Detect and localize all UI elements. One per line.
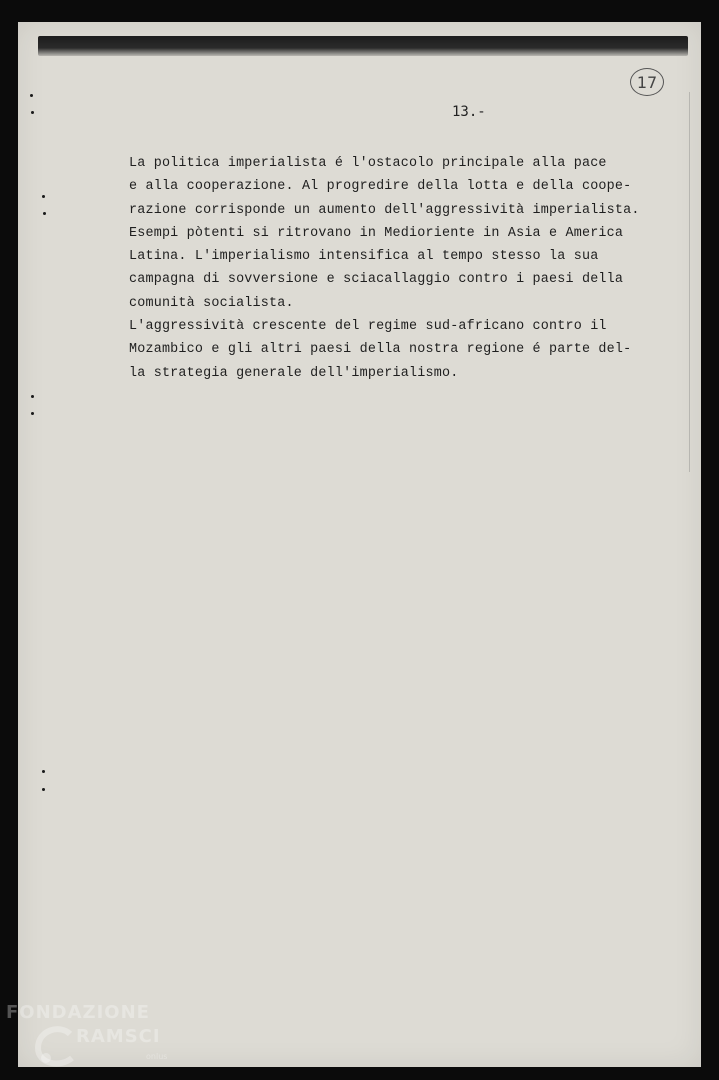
punch-mark [42,770,45,773]
text-line: la strategia generale dell'imperialismo. [129,365,459,381]
text-line: comunità socialista. [129,295,294,311]
archive-watermark [6,1002,186,1074]
circled-page-number-text: 17 [636,72,658,92]
page-top-shadow [38,36,688,56]
punch-mark [31,395,34,398]
punch-mark [42,788,45,791]
watermark-line1: FONDAZIONE [6,1002,150,1023]
circled-page-number [630,68,664,96]
punch-mark [43,212,46,215]
page-fold-line [689,92,690,472]
watermark-swirl-icon [30,1022,80,1072]
text-line: e alla cooperazione. Al progredire della lotta e della coope- [129,179,632,195]
punch-mark [31,111,34,114]
document-page [18,22,701,1067]
text-line: Latina. L'imperialismo intensifica al tempo stesso la sua [129,249,599,265]
body-text [129,152,669,385]
text-line: razione corrisponde un aumento dell'aggressività imperialista. [129,202,640,218]
text-line: La politica imperialista é l'ostacolo principale alla pace [129,156,607,171]
watermark-line2: RAMSCI [76,1026,161,1047]
text-line: Esempi pòtenti si ritrovano in Medioriente in Asia e America [129,225,624,241]
text-line: Mozambico e gli altri paesi della nostra regione é parte del- [129,342,632,358]
text-line: L'aggressività crescente del regime sud-africano contro il [129,319,607,335]
text-line: campagna di sovversione e sciacallaggio contro i paesi della [129,272,624,288]
punch-mark [30,94,33,97]
punch-mark [42,195,45,198]
watermark-suffix: onlus [146,1052,168,1061]
punch-mark [31,412,34,415]
page-number: 13.- [452,104,486,120]
